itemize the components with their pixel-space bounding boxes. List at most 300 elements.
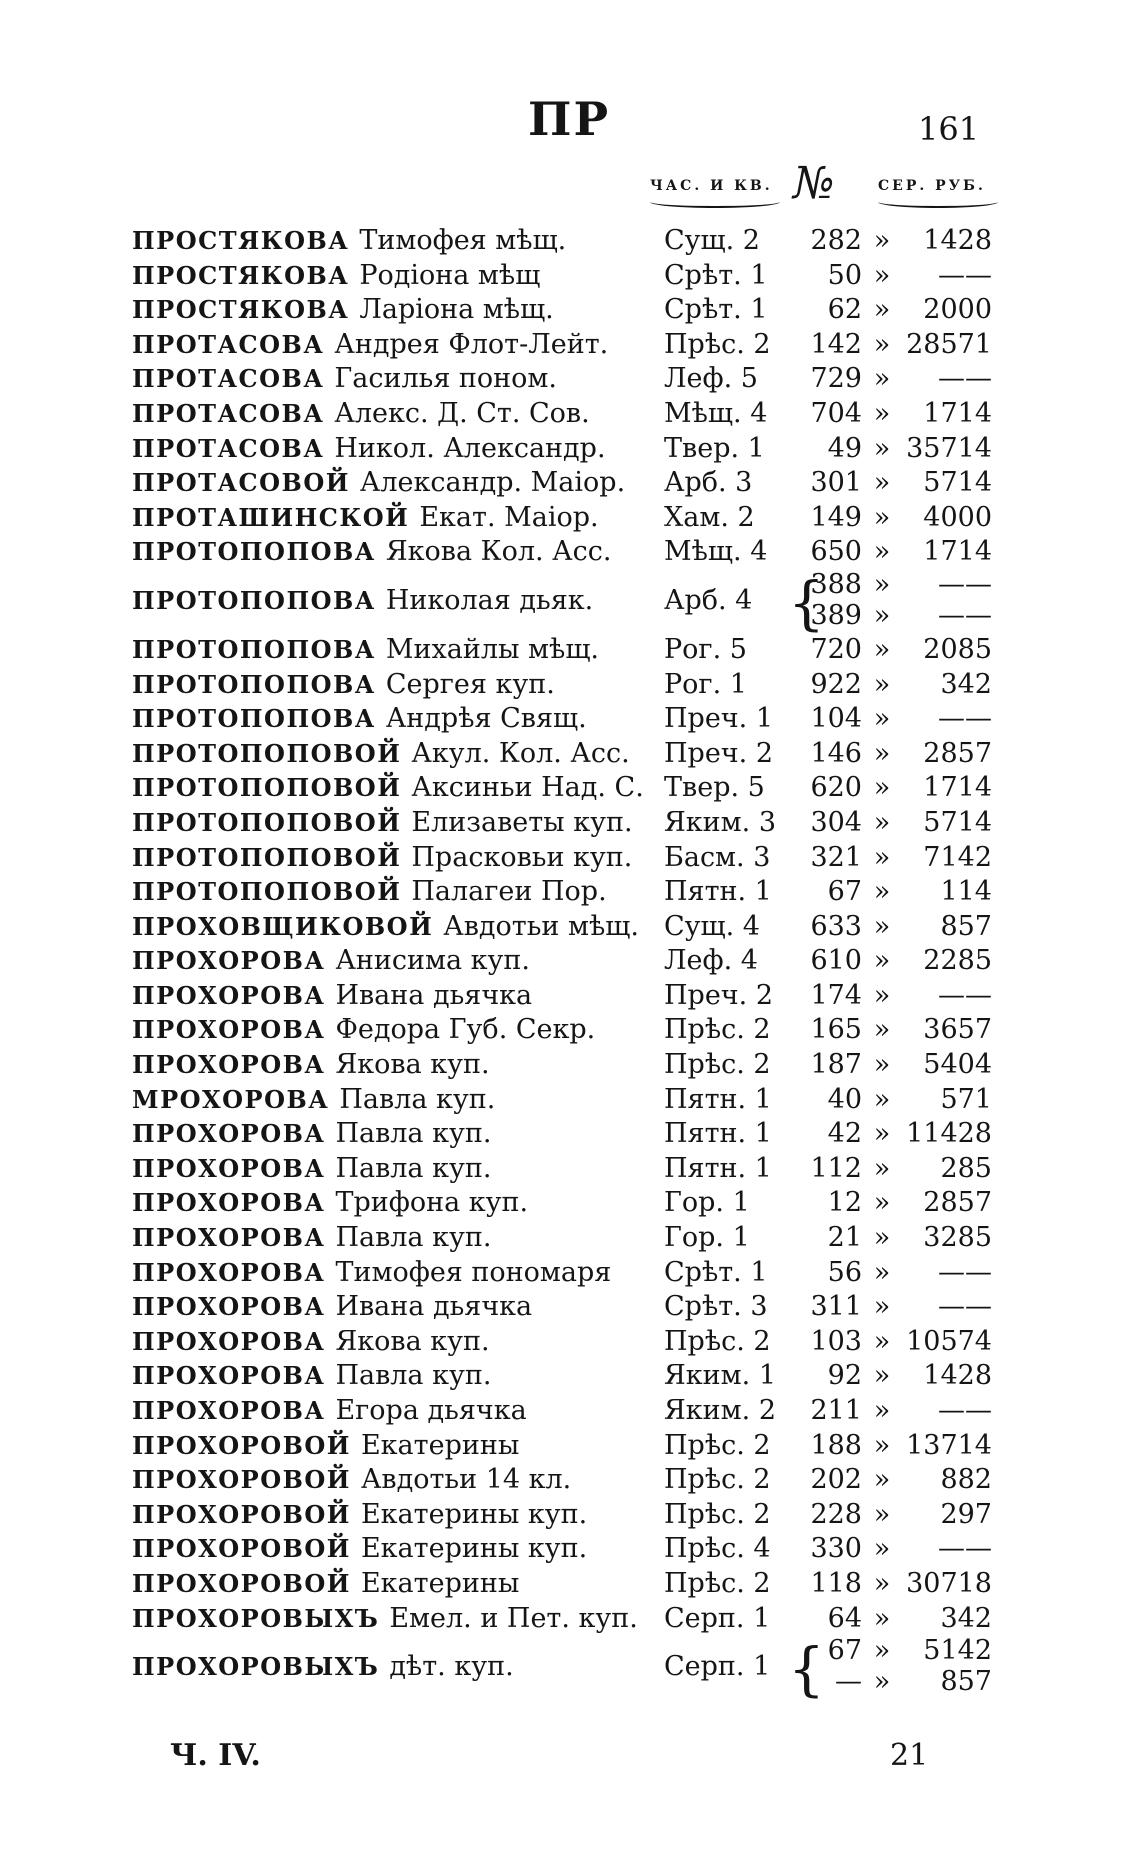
ditto-mark: »	[873, 1666, 891, 1698]
entry-name	[132, 875, 662, 910]
entry-number: 12	[827, 1187, 862, 1219]
entry-part: Твер. 5	[664, 772, 765, 804]
entry-part: Преч. 1	[664, 703, 774, 735]
entry-surname: ПРОХОРОВА	[132, 1292, 326, 1322]
entry-row	[0, 1117, 1140, 1152]
column-header-part-label: ЧАС. И КВ.	[650, 178, 773, 194]
entry-lines	[0, 568, 1140, 637]
entry-amount: 857	[940, 1666, 992, 1698]
entry-name	[132, 1532, 662, 1567]
entry-row	[0, 806, 1140, 841]
entry-row	[0, 432, 1140, 467]
entry-row	[0, 259, 1140, 294]
entry-row	[0, 1256, 1140, 1291]
entry-name	[132, 806, 662, 841]
entry-amount: 30718	[906, 1567, 992, 1599]
entry-surname: ПРОТОПОПОВОЙ	[132, 773, 402, 803]
page-footer	[0, 1738, 1140, 1788]
entry-surname: ПРОХОРОВА	[132, 1015, 326, 1045]
entry-surname: ПРОХОРОВА	[132, 1119, 326, 1149]
entry-part: Прѣс. 2	[664, 328, 771, 360]
entry-part: Яким. 2	[664, 1395, 777, 1426]
entry-given-name: Сергея куп.	[385, 668, 555, 700]
entry-number: 67	[827, 876, 862, 908]
entry-surname: ПРОТОПОПОВА	[132, 537, 376, 567]
entry-amount: ——	[938, 1395, 992, 1426]
entry-name	[132, 466, 662, 501]
entry-row	[0, 397, 1140, 432]
ditto-mark: »	[873, 910, 891, 942]
entry-name	[132, 944, 662, 979]
entry-row	[0, 1290, 1140, 1325]
entry-part: Рог. 1	[664, 668, 747, 700]
entry-row	[0, 1221, 1140, 1256]
entry-amount: 2857	[923, 1187, 992, 1219]
entry-number: 188	[810, 1429, 862, 1461]
entry-part: Леф. 5	[664, 363, 758, 395]
ditto-mark: »	[873, 737, 891, 769]
entry-name	[132, 633, 662, 668]
entry-amount: 5142	[923, 1635, 992, 1667]
entry-surname: ПРОХОРОВА	[132, 1257, 326, 1287]
entry-part: Прѣс. 2	[664, 1464, 771, 1496]
entry-name	[132, 535, 662, 570]
entry-name	[132, 1083, 662, 1118]
entry-name	[132, 328, 662, 363]
entry-number: 149	[810, 501, 862, 533]
entry-surname: ПРОХОРОВОЙ	[132, 1465, 351, 1495]
column-header-number: №	[793, 158, 835, 209]
page-number: 161	[918, 110, 980, 148]
entry-given-name: Прасковьи куп.	[411, 841, 633, 873]
entry-given-name: Аксиньи Над. С.	[411, 772, 644, 804]
entry-part: Мѣщ. 4	[664, 536, 768, 568]
entry-surname: ПРОХОРОВОЙ	[132, 1499, 351, 1529]
entry-row	[0, 1325, 1140, 1360]
entry-surname: ПРОХОРОВА	[132, 1153, 326, 1183]
entry-number: 610	[810, 945, 862, 977]
entry-amount: 2085	[923, 633, 992, 665]
entry-amount: 3285	[923, 1222, 992, 1254]
entry-part: Хам. 2	[664, 501, 755, 533]
entry-name	[132, 362, 662, 397]
entry-number: 56	[827, 1256, 862, 1288]
ditto-mark: »	[873, 536, 891, 568]
entry-number: 633	[810, 910, 862, 942]
entry-name	[132, 1048, 662, 1083]
entry-amount: 857	[940, 910, 992, 942]
entry-number: 228	[810, 1498, 862, 1530]
entry-given-name: Павла куп.	[335, 1222, 492, 1254]
entry-surname: ПРОТОПОПОВА	[132, 634, 376, 664]
entry-amount: ——	[938, 1533, 992, 1565]
sheet-number: 21	[890, 1738, 929, 1773]
entry-amount: 11428	[906, 1118, 992, 1150]
entry-subline	[0, 601, 1140, 631]
entry-amount: 5714	[923, 806, 992, 838]
entry-given-name: Авдотьи мѣщ.	[443, 910, 639, 942]
entry-given-name: Ивана дьячка	[335, 979, 533, 1011]
ditto-mark: »	[873, 1360, 891, 1392]
entry-part: Прѣс. 2	[664, 1014, 771, 1046]
entry-row	[0, 568, 1140, 637]
entry-part: Преч. 2	[664, 979, 774, 1011]
entry-part: Рог. 5	[664, 633, 747, 665]
entry-lines	[0, 1635, 1140, 1704]
entry-surname: ПРОТОПОПОВА	[132, 585, 376, 615]
entry-surname: ПРОТОПОПОВА	[132, 669, 376, 699]
entry-surname: ПРОТАСОВА	[132, 329, 325, 359]
entry-name	[132, 1186, 662, 1221]
entry-given-name: Алекс. Д. Ст. Сов.	[334, 397, 590, 429]
entry-number: 301	[810, 467, 862, 499]
entry-row	[0, 702, 1140, 737]
ditto-mark: »	[873, 979, 891, 1011]
entry-given-name: Ивана дьячка	[335, 1291, 533, 1323]
entry-number: —	[835, 1666, 862, 1698]
entry-row	[0, 668, 1140, 703]
entry-amount: ——	[938, 703, 992, 735]
entry-given-name: Павла куп.	[335, 1360, 492, 1392]
entry-number: 330	[810, 1533, 862, 1565]
entry-number: 720	[810, 633, 862, 665]
entry-name	[132, 1256, 662, 1291]
entry-part: Пятн. 1	[664, 1152, 772, 1184]
entry-row	[0, 737, 1140, 772]
entry-amount: 285	[940, 1152, 992, 1184]
ditto-mark: »	[873, 1533, 891, 1565]
entry-part: Срѣт. 1	[664, 294, 768, 326]
entry-number: 202	[810, 1464, 862, 1496]
entry-part: Срѣт. 3	[664, 1291, 768, 1323]
entry-part: Срѣт. 1	[664, 259, 768, 291]
signature-mark: Ч. IV.	[170, 1738, 261, 1773]
ditto-mark: »	[873, 1429, 891, 1461]
entry-row	[0, 771, 1140, 806]
entry-surname: ПРОСТЯКОВА	[132, 226, 350, 255]
entry-subline	[0, 570, 1140, 600]
entry-surname: ПРОХОРОВА	[132, 1396, 326, 1425]
entry-part: Твер. 1	[664, 432, 765, 464]
entry-number: 729	[810, 363, 862, 395]
entry-number: 112	[810, 1152, 862, 1184]
ditto-mark: »	[873, 1083, 891, 1115]
entry-part: Пятн. 1	[664, 876, 772, 908]
entry-part: Гор. 1	[664, 1222, 750, 1254]
entry-given-name: Егора дьячка	[335, 1395, 527, 1426]
entry-row	[0, 841, 1140, 876]
entry-amount: ——	[938, 1256, 992, 1288]
entry-part: Арб. 3	[664, 467, 753, 499]
entry-given-name: Екатерины	[360, 1567, 520, 1599]
entry-name	[132, 737, 662, 772]
ditto-mark: »	[873, 703, 891, 735]
ditto-mark: »	[873, 294, 891, 326]
ditto-mark: »	[873, 1222, 891, 1254]
column-header-amount-label: СЕР. РУБ.	[878, 178, 986, 194]
entry-amount: 2000	[923, 294, 992, 326]
ditto-mark: »	[873, 363, 891, 395]
ditto-mark: »	[873, 432, 891, 464]
entry-row	[0, 1186, 1140, 1221]
entry-given-name: Никол. Александр.	[334, 432, 606, 464]
entry-name	[132, 1359, 662, 1394]
entry-surname: ПРОТОПОПОВОЙ	[132, 877, 402, 907]
entry-amount: 13714	[906, 1429, 992, 1461]
entry-given-name: Михайлы мѣщ.	[385, 633, 600, 665]
ditto-mark: »	[873, 259, 891, 291]
entry-row	[0, 1635, 1140, 1704]
entry-row	[0, 1013, 1140, 1048]
ditto-mark: »	[873, 1567, 891, 1599]
entry-name	[132, 293, 662, 328]
entry-given-name: Анисима куп.	[335, 945, 531, 977]
entry-part: Преч. 2	[664, 737, 774, 769]
entry-surname: ПРОХОРОВА	[132, 980, 326, 1010]
entry-amount: 1428	[923, 1360, 992, 1392]
entry-surname: ПРОТОПОПОВОЙ	[132, 807, 402, 837]
entry-row	[0, 944, 1140, 979]
entry-amount: ——	[938, 568, 992, 600]
entry-row	[0, 328, 1140, 363]
column-header-part	[650, 178, 780, 208]
entry-number: 40	[827, 1083, 862, 1115]
entry-part: Прѣс. 2	[664, 1498, 771, 1530]
entry-name	[132, 501, 662, 536]
entry-row	[0, 501, 1140, 536]
ditto-mark: »	[873, 772, 891, 804]
entry-list	[0, 224, 1140, 1704]
entry-part: Леф. 4	[664, 945, 758, 977]
entry-number: 620	[810, 772, 862, 804]
entry-row	[0, 535, 1140, 570]
ditto-mark: »	[873, 1464, 891, 1496]
entry-amount: ——	[938, 363, 992, 395]
entry-surname: ПРОХОРОВА	[132, 946, 326, 976]
entry-amount: 7142	[923, 841, 992, 873]
ditto-mark: »	[873, 1325, 891, 1357]
entry-name	[132, 702, 662, 737]
entry-amount: ——	[938, 599, 992, 631]
entry-number: 146	[810, 737, 862, 769]
entry-number: 704	[810, 397, 862, 429]
entry-given-name: дѣт. куп.	[389, 1651, 514, 1683]
entry-given-name: Тимофея пономаря	[335, 1256, 612, 1288]
entry-surname: ПРОХОРОВЫХЪ	[132, 1603, 380, 1633]
entry-surname: ПРОТАСОВА	[132, 433, 325, 463]
entry-row	[0, 466, 1140, 501]
entry-name	[132, 1463, 662, 1498]
entry-amount: 28571	[906, 328, 992, 360]
grouping-brace: {	[788, 568, 825, 637]
entry-part: Пятн. 1	[664, 1118, 772, 1150]
entry-surname: ПРОТАСОВА	[132, 364, 325, 394]
entry-given-name: Тимофея мѣщ.	[359, 225, 567, 256]
entry-row	[0, 1394, 1140, 1429]
entry-given-name: Павла куп.	[339, 1083, 496, 1115]
entry-number: 42	[827, 1118, 862, 1150]
entry-amount: 114	[940, 876, 992, 908]
entry-number: 321	[810, 841, 862, 873]
ditto-mark: »	[873, 328, 891, 360]
entry-part: Яким. 1	[664, 1360, 777, 1392]
entry-given-name: Палагеи Пор.	[411, 876, 607, 908]
entry-surname: ПРОХОРОВОЙ	[132, 1568, 351, 1598]
ditto-mark: »	[873, 1498, 891, 1530]
entry-part: Сущ. 2	[664, 225, 760, 256]
entry-amount: 571	[940, 1083, 992, 1115]
running-head	[0, 92, 1140, 152]
entry-number: 64	[827, 1602, 862, 1634]
entry-given-name: Якова куп.	[335, 1325, 490, 1357]
entry-amount: 1714	[923, 536, 992, 568]
entry-number: 50	[827, 259, 862, 291]
entry-name	[132, 771, 662, 806]
entry-surname: ПРОХОРОВОЙ	[132, 1534, 351, 1564]
entry-number: 389	[810, 599, 862, 631]
entry-part: Мѣщ. 4	[664, 397, 768, 429]
entry-given-name: Акул. Кол. Асс.	[411, 737, 630, 769]
entry-number: 104	[810, 703, 862, 735]
entry-name	[132, 1325, 662, 1360]
entry-given-name: Федора Губ. Секр.	[335, 1014, 596, 1046]
entry-number: 118	[810, 1567, 862, 1599]
entry-amount: 1714	[923, 397, 992, 429]
entry-name	[132, 979, 662, 1014]
entry-part: Прѣс. 2	[664, 1049, 771, 1081]
entry-number: 174	[810, 979, 862, 1011]
entry-part: Арб. 4	[664, 584, 753, 616]
entry-part: Гор. 1	[664, 1187, 750, 1219]
ditto-mark: »	[873, 467, 891, 499]
grouping-brace: {	[788, 1635, 825, 1704]
entry-row	[0, 1429, 1140, 1464]
entry-surname: ПРОСТЯКОВА	[132, 260, 350, 290]
entry-amount: ——	[938, 979, 992, 1011]
entry-given-name: Елизаветы куп.	[411, 806, 633, 838]
ditto-mark: »	[873, 1014, 891, 1046]
entry-given-name: Екатерины куп.	[360, 1533, 588, 1565]
entry-row	[0, 633, 1140, 668]
entry-given-name: Александр. Маіор.	[359, 467, 626, 499]
entry-number: 49	[827, 432, 862, 464]
entry-number: 92	[827, 1360, 862, 1392]
entry-surname: ПРОХОРОВА	[132, 1361, 326, 1391]
header-brace	[650, 196, 780, 208]
entry-amount: 5714	[923, 467, 992, 499]
entry-surname: ПРОТОПОПОВОЙ	[132, 842, 402, 872]
entry-surname: МРОХОРОВА	[132, 1084, 330, 1114]
ditto-mark: »	[873, 633, 891, 665]
entry-name	[132, 224, 662, 259]
entry-number: 103	[810, 1325, 862, 1357]
ditto-mark: »	[873, 945, 891, 977]
entry-part: Прѣс. 4	[664, 1533, 771, 1565]
entry-given-name: Якова Кол. Асс.	[385, 536, 612, 568]
entry-number: 21	[827, 1222, 862, 1254]
entry-surname: ПРОТАШИНСКОЙ	[132, 502, 410, 532]
entry-given-name: Екатерины	[360, 1429, 520, 1461]
entry-name	[132, 1013, 662, 1048]
entry-amount: 1714	[923, 772, 992, 804]
entry-row	[0, 1152, 1140, 1187]
entry-part: Серп. 1	[664, 1602, 771, 1634]
entry-surname: ПРОСТЯКОВА	[132, 295, 350, 325]
ditto-mark: »	[873, 841, 891, 873]
entry-amount: 882	[940, 1464, 992, 1496]
entry-number: 388	[810, 568, 862, 600]
section-title: ПР	[528, 92, 611, 146]
ditto-mark: »	[873, 876, 891, 908]
ditto-mark: »	[873, 501, 891, 533]
entry-amount: 35714	[906, 432, 992, 464]
entry-part: Прѣс. 2	[664, 1325, 771, 1357]
entry-given-name: Авдотьи 14 кл.	[360, 1464, 572, 1496]
entry-row	[0, 1359, 1140, 1394]
entry-amount: 342	[940, 1602, 992, 1634]
entry-number: 67	[827, 1635, 862, 1667]
entry-number: 650	[810, 536, 862, 568]
ditto-mark: »	[873, 1118, 891, 1150]
entry-name	[132, 910, 662, 945]
entry-row	[0, 1532, 1140, 1567]
entry-name	[132, 668, 662, 703]
entry-amount: 2857	[923, 737, 992, 769]
entry-number: 187	[810, 1049, 862, 1081]
column-headers	[0, 158, 1140, 228]
entry-amount: 1428	[923, 225, 992, 256]
entry-given-name: Николая дьяк.	[385, 584, 594, 616]
entry-name	[132, 1152, 662, 1187]
entry-number: 62	[827, 294, 862, 326]
entry-surname: ПРОХОРОВЫХЪ	[132, 1652, 380, 1682]
ditto-mark: »	[873, 1602, 891, 1634]
entry-row	[0, 910, 1140, 945]
entry-part: Срѣт. 1	[664, 1256, 768, 1288]
entry-number: 304	[810, 806, 862, 838]
entry-surname: ПРОХОРОВА	[132, 1223, 326, 1253]
entry-number: 282	[810, 225, 862, 256]
entry-amount: 4000	[923, 501, 992, 533]
entry-given-name: Якова куп.	[335, 1049, 490, 1081]
header-brace	[878, 196, 998, 208]
ditto-mark: »	[873, 668, 891, 700]
entry-given-name: Гасилья поном.	[334, 363, 558, 395]
entry-surname: ПРОХОРОВА	[132, 1188, 326, 1218]
entry-part: Серп. 1	[664, 1651, 771, 1683]
entry-name	[132, 1290, 662, 1325]
entry-name	[132, 1567, 662, 1602]
entry-amount: ——	[938, 1291, 992, 1323]
ditto-mark: »	[873, 806, 891, 838]
entry-row	[0, 1498, 1140, 1533]
entry-amount: 2285	[923, 945, 992, 977]
entry-row	[0, 979, 1140, 1014]
entry-name	[132, 397, 662, 432]
entry-part: Прѣс. 2	[664, 1567, 771, 1599]
entry-number: 922	[810, 668, 862, 700]
entry-given-name: Андрея Флот-Лейт.	[334, 328, 609, 360]
entry-amount: 297	[940, 1498, 992, 1530]
entry-name	[132, 432, 662, 467]
ditto-mark: »	[873, 1395, 891, 1426]
ditto-mark: »	[873, 225, 891, 256]
entry-given-name: Ларіона мѣщ.	[359, 294, 554, 326]
entry-surname: ПРОХОРОВА	[132, 1326, 326, 1356]
ditto-mark: »	[873, 1256, 891, 1288]
entry-part: Сущ. 4	[664, 910, 760, 942]
entry-amount: 5404	[923, 1049, 992, 1081]
